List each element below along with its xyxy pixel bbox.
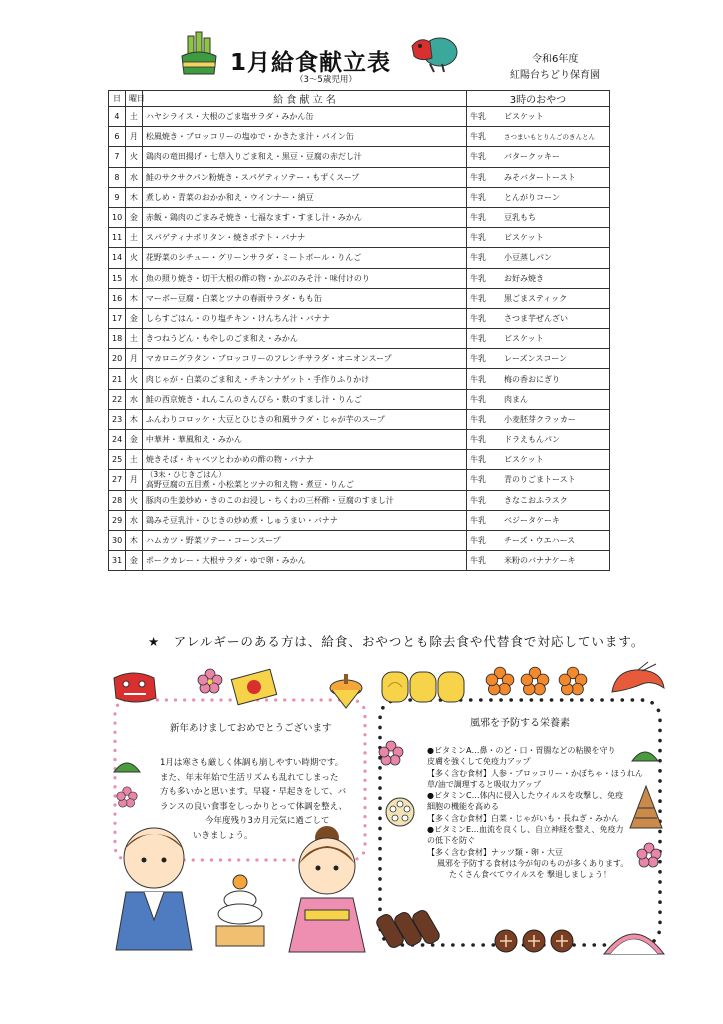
milk-label: 牛乳 [469, 132, 486, 142]
cold-prevention-text [427, 745, 657, 881]
cell-day: 21 [109, 369, 126, 389]
flower-icon [197, 668, 223, 694]
table-row [109, 308, 610, 328]
milk-label: 牛乳 [469, 313, 486, 323]
newyear-line: また、年末年始で生活リズムも乱れてしまった [160, 772, 339, 783]
table-row [109, 187, 610, 207]
flower-icon [558, 666, 588, 696]
cell-weekday: 土 [125, 228, 142, 248]
flower-icon [116, 786, 138, 808]
cell-menu [142, 288, 466, 308]
table-row [109, 329, 610, 349]
table-row [109, 490, 610, 510]
milk-label: 牛乳 [469, 354, 486, 364]
snack-text: バタークッキー [503, 152, 560, 162]
table-header-row [109, 91, 610, 107]
snack-text: 梅の香おにぎり [503, 374, 560, 384]
cell-snack [466, 288, 609, 308]
newyear-line: 1月は寒さも厳しく体調も崩しやすい時期です。 [160, 758, 344, 768]
cell-menu [142, 551, 466, 571]
cell-weekday: 金 [125, 430, 142, 450]
cell-weekday: 火 [125, 369, 142, 389]
menu-table [108, 90, 610, 571]
menu-text: 魚の照り焼き・切干大根の酢の物・かぶのみそ汁・味付けのり [145, 273, 370, 283]
menu-text: 鶏みそ豆乳汁・ひじきの炒め煮・しゅうまい・バナナ [145, 515, 338, 525]
cell-snack [466, 389, 609, 409]
cell-day: 7 [109, 147, 126, 167]
milk-label: 牛乳 [469, 172, 486, 182]
fiscal-year-label: 令和6年度 [532, 54, 579, 65]
cell-snack [466, 107, 609, 127]
milk-label: 牛乳 [469, 273, 486, 283]
snack-text: みそバタートースト [503, 172, 576, 182]
menu-text: ハヤシライス・大根のごま塩サラダ・みかん缶 [145, 112, 314, 122]
cell-menu [142, 470, 466, 490]
cell-snack [466, 510, 609, 530]
cell-day: 4 [109, 107, 126, 127]
cell-snack [466, 147, 609, 167]
cell-snack [466, 369, 609, 389]
cold-line: 細胞の機能を高める [427, 802, 499, 812]
newyear-line: ランスの良い食事をしっかりとって体調を整え、 [160, 801, 348, 812]
milk-label: 牛乳 [469, 112, 486, 122]
header-menu: 給 食 献 立 名 [142, 91, 466, 107]
cell-menu [142, 308, 466, 328]
pine-icon [112, 752, 142, 776]
cell-weekday: 金 [125, 308, 142, 328]
snack-text: ビスケット [503, 334, 544, 344]
cell-weekday: 金 [125, 551, 142, 571]
table-row [109, 450, 610, 470]
snack-text: お好み焼き [503, 273, 544, 283]
snack-text: 青のりごまトースト [503, 475, 576, 485]
cell-weekday: 金 [125, 207, 142, 227]
snack-text: きなこおふラスク [503, 495, 568, 505]
milk-label: 牛乳 [469, 293, 486, 303]
cell-day: 10 [109, 207, 126, 227]
cell-menu [142, 450, 466, 470]
cell-day: 14 [109, 248, 126, 268]
snack-text: ベジータケーキ [503, 515, 560, 525]
table-row [109, 551, 610, 571]
table-row [109, 248, 610, 268]
cell-weekday: 水 [125, 389, 142, 409]
menu-text: 煮しめ・青菜のおかか和え・ウインナー・納豆 [145, 192, 314, 202]
menu-text: マカロニグラタン・ブロッコリーのフレンチサラダ・オニオンスープ [145, 354, 392, 364]
cell-snack [466, 329, 609, 349]
kite-icon [228, 668, 284, 708]
flower-icon [378, 740, 404, 766]
menu-text: しらすごはん・のり塩チキン・けんちん汁・バナナ [145, 313, 330, 323]
cell-menu [142, 329, 466, 349]
header-snack: 3時のおやつ [466, 91, 609, 107]
milk-label: 牛乳 [469, 536, 486, 546]
cell-menu [142, 187, 466, 207]
cell-weekday: 木 [125, 187, 142, 207]
table-row [109, 470, 610, 490]
cell-menu [142, 430, 466, 450]
cell-menu [142, 248, 466, 268]
menu-text: スパゲティナポリタン・焼きポテト・バナナ [145, 233, 306, 243]
milk-label: 牛乳 [469, 475, 486, 485]
cell-snack [466, 450, 609, 470]
cell-day: 6 [109, 127, 126, 147]
snack-text: 小麦胚芽クラッカー [503, 414, 576, 424]
kadomatsu-icon [178, 30, 220, 76]
shrimp-icon [608, 662, 668, 702]
cell-menu [142, 530, 466, 550]
cell-weekday: 火 [125, 248, 142, 268]
newyear-title: 新年あけましておめでとうございます [170, 723, 332, 734]
page-title: 1月給食献立表 [230, 50, 392, 76]
table-row [109, 228, 610, 248]
menu-text: ふんわりコロッケ・大豆とひじきの和風サラダ・じゃが芋のスープ [145, 414, 385, 424]
cell-weekday: 月 [125, 470, 142, 490]
header-day: 日 [109, 91, 126, 107]
cell-snack [466, 409, 609, 429]
menu-text: 花野菜のシチュー・グリーンサラダ・ミートボール・りんご [145, 253, 362, 263]
table-row [109, 409, 610, 429]
milk-label: 牛乳 [469, 455, 486, 465]
snack-text: 黒ごまスティック [503, 293, 568, 303]
menu-text: 中華丼・華風和え・みかん [145, 435, 242, 445]
cold-line: 【多く含む食材】白菜・じゃがいも・長ねぎ・みかん [427, 813, 619, 823]
milk-label: 牛乳 [469, 213, 486, 223]
cell-day: 16 [109, 288, 126, 308]
menu-text: 豚肉の生姜炒め・きのこのお浸し・ちくわの三杯酢・豆腐のすまし汁 [145, 495, 394, 505]
spinning-top-icon [327, 672, 365, 712]
newyear-line: 方も多いかと思います。早寝・早起きをして、バ [160, 787, 347, 797]
table-row [109, 430, 610, 450]
cell-menu [142, 349, 466, 369]
milk-label: 牛乳 [469, 435, 486, 445]
header-weekday: 曜日 [125, 91, 142, 107]
table-row [109, 127, 610, 147]
snack-text: 豆乳もち [503, 213, 536, 223]
snack-text: ビスケット [503, 455, 544, 465]
cell-menu [142, 107, 466, 127]
cell-day: 18 [109, 329, 126, 349]
cell-snack [466, 268, 609, 288]
cold-line: 風邪を予防する食材は今が旬のものが多くあります。 [437, 858, 629, 868]
page-subtitle: （3～5歳児用） [295, 75, 357, 85]
cell-weekday: 火 [125, 147, 142, 167]
milk-label: 牛乳 [469, 233, 486, 243]
cell-day: 20 [109, 349, 126, 369]
cell-weekday: 木 [125, 288, 142, 308]
cold-line: ●ビタミンA…鼻・のど・口・胃腸などの粘膜を守り [427, 746, 616, 755]
milk-label: 牛乳 [469, 495, 486, 505]
cell-menu [142, 369, 466, 389]
snack-text: ビスケット [503, 233, 544, 243]
cell-day: 29 [109, 510, 126, 530]
cell-snack [466, 228, 609, 248]
cold-line: ●ビタミンE…血流を良くし、自立神経を整え、免疫力 [427, 825, 624, 835]
girl-in-kimono-icon [275, 820, 380, 960]
cell-day: 9 [109, 187, 126, 207]
snack-text: 肉まん [503, 394, 528, 404]
flower-icon [485, 666, 515, 696]
menu-text: マーボー豆腐・白菜とツナの春雨サラダ・もも缶 [145, 293, 322, 303]
cold-line: 【多く含む食材】人参・ブロッコリー・かぼちゃ・ほうれん [427, 768, 643, 778]
menu-text: 鮭の西京焼き・れんこんのきんぴら・麩のすまし汁・りんご [145, 394, 362, 404]
kamaboko-icon [602, 920, 666, 960]
menu-text: きつねうどん・もやしのごま和え・みかん [145, 334, 298, 344]
cell-menu [142, 510, 466, 530]
milk-label: 牛乳 [469, 394, 486, 404]
cell-snack [466, 530, 609, 550]
menu-text: 肉じゃが・白菜のごま和え・チキンナゲット・手作りふりかけ [145, 374, 370, 384]
snack-text: ドラえもんパン [503, 435, 560, 445]
menu-text: 高野豆腐の五目煮・小松菜とツナの和え物・煮豆・りんご [145, 479, 354, 489]
cell-day: 30 [109, 530, 126, 550]
cell-weekday: 木 [125, 409, 142, 429]
shiitake-icon [492, 926, 576, 956]
cell-menu [142, 147, 466, 167]
flower-icon [520, 666, 550, 696]
cell-weekday: 火 [125, 490, 142, 510]
school-name: 紅陽台ちどり保育園 [510, 70, 600, 81]
cell-menu [142, 167, 466, 187]
datemaki-icon [380, 668, 468, 706]
milk-label: 牛乳 [469, 253, 486, 263]
shishimai-icon [410, 32, 460, 74]
table-row [109, 349, 610, 369]
cold-line: たくさん食べてウイルスを 撃退しましょう！ [449, 870, 612, 880]
milk-label: 牛乳 [469, 515, 486, 525]
menu-text: ハムカツ・野菜ソテー・コーンスープ [145, 536, 281, 546]
cell-snack [466, 430, 609, 450]
lotus-root-icon [384, 796, 416, 828]
table-row [109, 107, 610, 127]
menu-text: 焼きそば・キャベツとわかめの酢の物・バナナ [145, 455, 314, 465]
cold-line: 【多く含む食材】ナッツ類・卵・大豆 [427, 847, 563, 857]
newyear-line: 今年度残り3カ月元気に過ごして [205, 816, 330, 826]
menu-text: 鮭のサクサクパン粉焼き・スパゲティソテー・もずくスープ [145, 172, 360, 182]
kagamimochi-icon [210, 870, 270, 950]
cold-line: 草/油で調理すると吸収力アップ [427, 779, 542, 789]
menu-text: 松風焼き・ブロッコリーの塩ゆで・かきたま汁・パイン缶 [145, 132, 354, 142]
cell-snack [466, 207, 609, 227]
cell-menu [142, 389, 466, 409]
cell-day: 28 [109, 490, 126, 510]
cell-day: 24 [109, 430, 126, 450]
burdock-icon [378, 904, 438, 954]
table-row [109, 167, 610, 187]
snack-text: 小豆蒸しパン [503, 253, 552, 263]
cell-snack [466, 490, 609, 510]
table-row [109, 369, 610, 389]
boy-in-kimono-icon [104, 820, 204, 960]
milk-label: 牛乳 [469, 152, 486, 162]
cell-weekday: 水 [125, 167, 142, 187]
snack-text: レーズンスコーン [503, 354, 568, 364]
menu-text: ポークカレー・大根サラダ・ゆで卵・みかん [145, 556, 306, 566]
cell-menu [142, 207, 466, 227]
cold-line: ●ビタミンC…体内に侵入したウイルスを攻撃し、免疫 [427, 791, 624, 801]
menu-text: 赤飯・鶏肉のごまみそ焼き・七福なます・すまし汁・みかん [145, 213, 362, 223]
table-row [109, 268, 610, 288]
menu-note: （3未・ひじきごはん） [145, 469, 226, 479]
snack-text: さつまいもとりんごのきんとん [503, 133, 595, 142]
milk-label: 牛乳 [469, 334, 486, 344]
cell-day: 27 [109, 470, 126, 490]
cell-weekday: 土 [125, 450, 142, 470]
cell-weekday: 土 [125, 107, 142, 127]
cell-snack [466, 470, 609, 490]
cell-snack [466, 308, 609, 328]
cell-day: 17 [109, 308, 126, 328]
cell-snack [466, 187, 609, 207]
cell-day: 8 [109, 167, 126, 187]
menu-text: 鶏肉の竜田揚げ・七草入りごま和え・黒豆・豆腐の赤だし汁 [145, 152, 362, 162]
cell-day: 11 [109, 228, 126, 248]
cell-weekday: 土 [125, 329, 142, 349]
shishimai-icon [110, 668, 162, 710]
cell-day: 23 [109, 409, 126, 429]
cell-menu [142, 228, 466, 248]
snack-text: とんがりコーン [503, 192, 560, 202]
snack-text: さつま芋ぜんざい [503, 313, 568, 323]
milk-label: 牛乳 [469, 374, 486, 384]
cell-snack [466, 248, 609, 268]
milk-label: 牛乳 [469, 414, 486, 424]
cell-snack [466, 127, 609, 147]
cell-menu [142, 490, 466, 510]
table-row [109, 530, 610, 550]
snack-text: チーズ・ウエハース [503, 536, 576, 546]
cell-day: 31 [109, 551, 126, 571]
milk-label: 牛乳 [469, 556, 486, 566]
cell-snack [466, 349, 609, 369]
cell-weekday: 木 [125, 530, 142, 550]
cell-day: 22 [109, 389, 126, 409]
cell-menu [142, 127, 466, 147]
cell-snack [466, 551, 609, 571]
cell-menu [142, 409, 466, 429]
cell-weekday: 月 [125, 349, 142, 369]
cell-weekday: 水 [125, 268, 142, 288]
cell-menu [142, 268, 466, 288]
snack-text: ビスケット [503, 112, 544, 122]
cell-day: 25 [109, 450, 126, 470]
table-row [109, 288, 610, 308]
cold-title: 風邪を予防する栄養素 [470, 718, 570, 729]
cell-day: 15 [109, 268, 126, 288]
table-row [109, 207, 610, 227]
cold-line: 皮膚を強くして免疫力アップ [427, 757, 531, 767]
snack-text: 米粉のバナナケーキ [503, 556, 576, 566]
allergy-note: ★ アレルギーのある方は、給食、おやつとも除去食や代替食で対応しています。 [148, 634, 645, 649]
milk-label: 牛乳 [469, 192, 486, 202]
table-row [109, 147, 610, 167]
cold-line: の低下を防ぐ [427, 836, 475, 846]
table-row [109, 389, 610, 409]
newyear-line: いきましょう。 [193, 830, 253, 841]
cell-weekday: 水 [125, 510, 142, 530]
cell-weekday: 月 [125, 127, 142, 147]
cell-snack [466, 167, 609, 187]
table-row [109, 510, 610, 530]
